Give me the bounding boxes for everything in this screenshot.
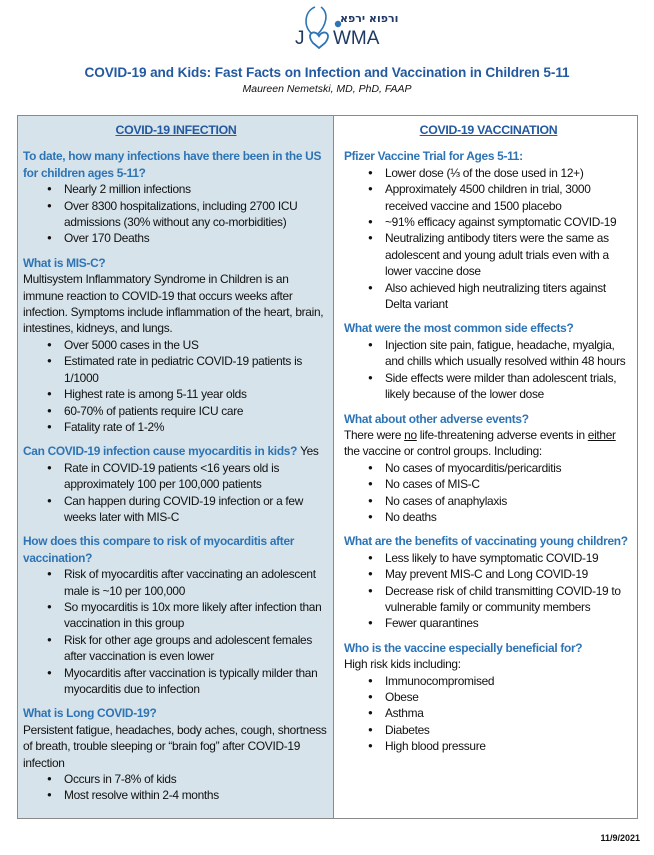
question-text: Pfizer Vaccine Trial for Ages 5-11: <box>344 149 523 164</box>
list-item: ● Risk for other age groups and adolescent females after vaccination is even lower <box>23 632 329 665</box>
vaccination-heading: COVID-19 VACCINATION <box>419 123 558 137</box>
logo-j: J <box>295 28 305 49</box>
section-text: High risk kids including: <box>344 657 461 672</box>
section <box>23 705 329 803</box>
list-item: ● Over 170 Deaths <box>23 230 329 246</box>
list-item: ● High blood pressure <box>344 738 633 754</box>
logo-hebrew: ורפוא ירפא <box>340 12 399 25</box>
list-item: ● No cases of myocarditis/pericarditis <box>344 460 633 476</box>
list-item: ● Side effects were milder than adolescent trials, likely because of the lower dose <box>344 370 633 403</box>
list-item: ● Estimated rate in pediatric COVID-19 patients is 1/1000 <box>23 353 329 386</box>
section-question <box>344 148 633 164</box>
list-item: ● No cases of MIS-C <box>344 476 633 492</box>
bullet-list <box>23 337 329 435</box>
section-question <box>23 443 329 459</box>
list-item: ● Also achieved high neutralizing titers against Delta variant <box>344 280 633 313</box>
list-item: ● Neutralizing antibody titers were the same as adolescent and young adult trials even with a lower vaccine dose <box>344 230 633 279</box>
list-item: ● Fewer quarantines <box>344 615 633 631</box>
section-question <box>344 533 633 549</box>
list-item: ● Immunocompromised <box>344 673 633 689</box>
section-question <box>344 320 633 336</box>
section <box>23 443 329 525</box>
section <box>344 411 633 526</box>
list-item: ● Approximately 4500 children in trial, 3000 received vaccine and 1500 placebo <box>344 181 633 214</box>
list-item: ● May prevent MIS-C and Long COVID-19 <box>344 566 633 582</box>
list-item: ● Can happen during COVID-19 infection or a few weeks later with MIS-C <box>23 493 329 526</box>
section-question <box>23 148 329 181</box>
section-text: Multisystem Inflammatory Syndrome in Children is an immune reaction to COVID-19 that occurs weeks after infection. Symptoms include inflammation of the heart, brain, intestines, kidneys, and lungs. <box>23 272 324 336</box>
list-item: ● 60-70% of patients require ICU care <box>23 403 329 419</box>
bullet-list <box>344 337 633 403</box>
list-item: ● Injection site pain, fatigue, headache, myalgia, and chills which usually resolved within 48 hours <box>344 337 633 370</box>
question-text: To date, how many infections have there been in the US for children ages 5-11? <box>23 149 322 180</box>
list-item: ● Asthma <box>344 705 633 721</box>
section <box>23 255 329 435</box>
section <box>344 320 633 402</box>
list-item: ● Fatality rate of 1-2% <box>23 419 329 435</box>
vaccination-column <box>334 116 637 818</box>
question-text: How does this compare to risk of myocarditis after vaccination? <box>23 534 295 565</box>
question-text: What about other adverse events? <box>344 411 529 426</box>
facts-table <box>17 115 638 819</box>
list-item: ● Decrease risk of child transmitting COVID-19 to vulnerable family or community members <box>344 583 633 616</box>
question-text: Can COVID-19 infection cause myocarditis in kids? <box>23 444 298 459</box>
question-text: What is Long COVID-19? <box>23 706 157 721</box>
bullet-list <box>23 771 329 804</box>
list-item: ● Myocarditis after vaccination is typically milder than myocarditis due to infection <box>23 665 329 698</box>
bullet-list <box>23 460 329 526</box>
section <box>344 640 633 755</box>
question-text: What is MIS-C? <box>23 255 106 270</box>
section-text: Persistent fatigue, headaches, body aches, cough, shortness of breath, trouble sleeping or “brain fog” after COVID-19 infection <box>23 722 327 770</box>
question-text: What are the benefits of vaccinating young children? <box>344 534 628 549</box>
list-item: ● Obese <box>344 689 633 705</box>
emphasis-text: no <box>404 427 417 442</box>
emphasis-text: either <box>587 427 616 442</box>
list-item: ● Over 5000 cases in the US <box>23 337 329 353</box>
section-question <box>344 411 633 427</box>
list-item: ● Most resolve within 2-4 months <box>23 787 329 803</box>
bullet-list <box>344 460 633 526</box>
bullet-list <box>344 550 633 632</box>
text-part: the vaccine or control groups. Including: <box>344 444 542 459</box>
list-item: ● Over 8300 hospitalizations, including 2700 ICU admissions (30% without any co-morbidities) <box>23 198 329 231</box>
list-item: ● Nearly 2 million infections <box>23 181 329 197</box>
question-text: What were the most common side effects? <box>344 321 574 336</box>
question-answer: Yes <box>300 444 319 459</box>
section-question <box>23 533 329 566</box>
section-question <box>23 255 329 271</box>
section-question <box>344 640 633 656</box>
bullet-list <box>344 165 633 313</box>
list-item: ● No deaths <box>344 509 633 525</box>
section <box>23 533 329 697</box>
list-item: ● No cases of anaphylaxis <box>344 493 633 509</box>
list-item: ● ~91% efficacy against symptomatic COVID-19 <box>344 214 633 230</box>
bullet-list <box>344 673 633 755</box>
text-part: There were <box>344 427 405 442</box>
section-question <box>23 705 329 721</box>
section-text <box>344 427 633 460</box>
bullet-list <box>23 566 329 697</box>
text-part: life-threatening adverse events in <box>416 427 588 442</box>
infection-column <box>18 116 334 818</box>
page-title: COVID-19 and Kids: Fast Facts on Infection and Vaccination in Children 5-11 <box>84 65 570 80</box>
list-item: ● Occurs in 7-8% of kids <box>23 771 329 787</box>
date: 11/9/2021 <box>600 833 640 843</box>
list-item: ● So myocarditis is 10x more likely after infection than vaccination in this group <box>23 599 329 632</box>
list-item: ● Rate in COVID-19 patients <16 years old is approximately 100 per 100,000 patients <box>23 460 329 493</box>
list-item: ● Less likely to have symptomatic COVID-19 <box>344 550 633 566</box>
logo-wma: WMA <box>333 28 380 49</box>
bullet-list <box>23 181 329 247</box>
section <box>344 148 633 312</box>
list-item: ● Highest rate is among 5-11 year olds <box>23 386 329 402</box>
list-item: ● Risk of myocarditis after vaccinating an adolescent male is ~10 per 100,000 <box>23 566 329 599</box>
question-text: Who is the vaccine especially beneficial for? <box>344 640 583 655</box>
section <box>23 148 329 246</box>
list-item: ● Diabetes <box>344 722 633 738</box>
list-item: ● Lower dose (⅓ of the dose used in 12+) <box>344 165 633 181</box>
author: Maureen Nemetski, MD, PhD, FAAP <box>242 83 412 95</box>
section <box>344 533 633 631</box>
infection-heading: COVID-19 INFECTION <box>115 123 237 137</box>
